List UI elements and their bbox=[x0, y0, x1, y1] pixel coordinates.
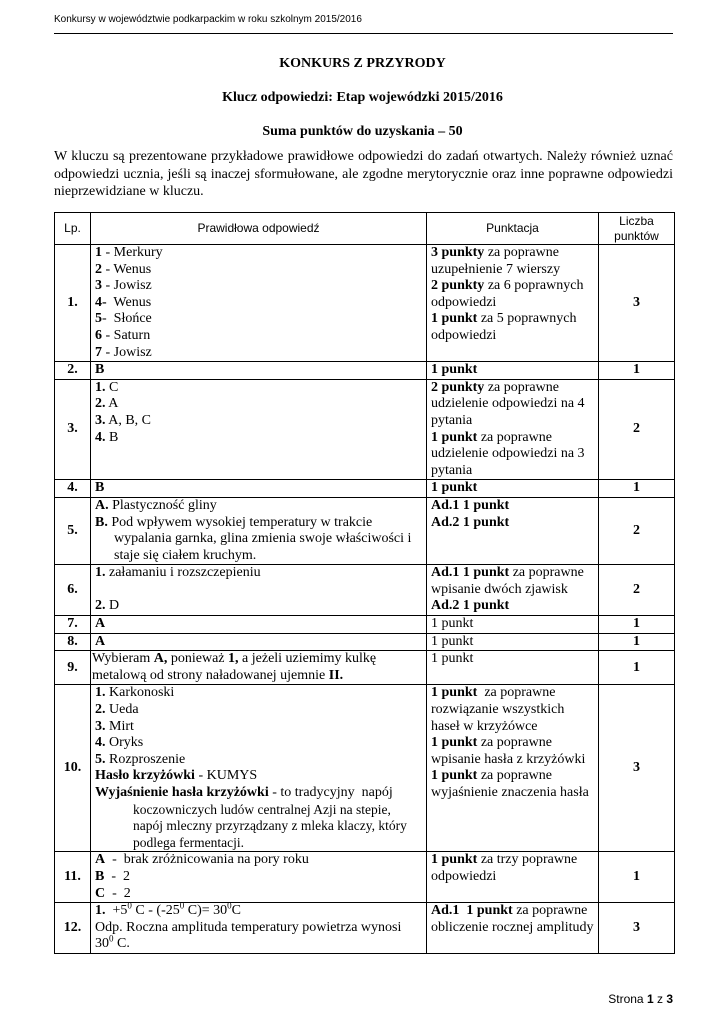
answer-cell: B bbox=[91, 362, 427, 380]
answer-cell bbox=[91, 852, 427, 903]
answer-line: 1. Karkonoski bbox=[95, 685, 175, 701]
answer-line: 3. Mirt bbox=[95, 718, 134, 734]
points-cell: 3 bbox=[599, 903, 675, 954]
header-answer: Prawidłowa odpowiedź bbox=[91, 213, 427, 245]
points-cell: 3 bbox=[599, 685, 675, 852]
row-number: 10. bbox=[55, 685, 91, 852]
header-lp: Lp. bbox=[55, 213, 91, 245]
scoring-line: Ad.1 1 punkt za poprawne wpisanie dwóch zjawisk bbox=[431, 565, 584, 597]
row-number: 4. bbox=[55, 480, 91, 498]
points-cell: 1 bbox=[599, 651, 675, 685]
answer-line: 2. A bbox=[95, 396, 119, 412]
scoring-cell: 1 punkt bbox=[427, 362, 599, 380]
row-number: 2. bbox=[55, 362, 91, 380]
document-subtitle: Klucz odpowiedzi: Etap wojewódzki 2015/2016 bbox=[222, 90, 503, 105]
scoring-cell bbox=[427, 852, 599, 903]
scoring-line: 2 punkty za poprawne udzielenie odpowiedzi na 4 pytania bbox=[431, 379, 585, 428]
row-number: 6. bbox=[55, 565, 91, 616]
scoring-cell bbox=[427, 245, 599, 362]
answer-line: 2. Ueda bbox=[95, 702, 139, 718]
document-title: KONKURS Z PRZYRODY bbox=[279, 56, 446, 71]
row-number: 11. bbox=[55, 852, 91, 903]
points-cell: 1 bbox=[599, 362, 675, 380]
answer-line: A. Plastyczność gliny bbox=[95, 497, 217, 513]
answer-line: 5- Słońce bbox=[95, 311, 152, 327]
scoring-cell: 1 punkt bbox=[427, 616, 599, 634]
table-row bbox=[55, 616, 675, 634]
answer-line: B. Pod wpływem wysokiej temperatury w trakcie bbox=[95, 514, 373, 530]
answer-key-table bbox=[54, 212, 675, 954]
table-row bbox=[55, 245, 675, 362]
answer-line: B - 2 bbox=[95, 868, 131, 884]
scoring-line: Ad.1 1 punkt bbox=[431, 497, 510, 513]
answer-line: 6 - Saturn bbox=[95, 327, 151, 343]
table-row bbox=[55, 480, 675, 498]
points-cell: 2 bbox=[599, 379, 675, 480]
scoring-cell bbox=[427, 379, 599, 480]
table-row bbox=[55, 685, 675, 852]
header-divider bbox=[54, 33, 673, 34]
scoring-line: Ad.2 1 punkt bbox=[431, 598, 510, 614]
scoring-line: 1 punkt za poprawne wpisanie hasła z krzyżówki bbox=[431, 735, 586, 767]
points-cell: 2 bbox=[599, 497, 675, 564]
row-number: 7. bbox=[55, 616, 91, 634]
points-cell: 1 bbox=[599, 480, 675, 498]
row-number: 3. bbox=[55, 379, 91, 480]
answer-line: 1. $+5^0$ C - ($-25^0$ $C)= 30^0C$ bbox=[95, 900, 241, 919]
answer-line: 5. Rozproszenie bbox=[95, 751, 186, 767]
answer-line: A - brak zróżnicowania na pory roku bbox=[95, 852, 309, 868]
answer-line: 1. załamaniu i rozszczepieniu bbox=[95, 565, 261, 581]
page-header: Konkursy w województwie podkarpackim w roku szkolnym 2015/2016 bbox=[54, 14, 362, 25]
scoring-line: 1 punkt za poprawne rozwiązanie wszystkich haseł w krzyżówce bbox=[431, 685, 568, 734]
row-number: 9. bbox=[55, 651, 91, 685]
scoring-line: 1 punkt za poprawne wyjaśnienie znaczenia hasła bbox=[431, 768, 589, 800]
answer-continuation: koczowniczych ludów centralnej Azji na stepie, napój mleczny przyrządzany z mleka klaczy, który podlega fermentacji. bbox=[133, 801, 407, 850]
row-number: 12. bbox=[55, 903, 91, 954]
scoring-cell bbox=[427, 903, 599, 954]
answer-line: 1 - Merkury bbox=[95, 245, 163, 260]
table-row bbox=[55, 379, 675, 480]
scoring-cell: 1 punkt bbox=[427, 651, 599, 685]
answer-line: 4- Wenus bbox=[95, 294, 152, 310]
header-scoring: Punktacja bbox=[427, 213, 599, 245]
answer-cell: Wybieram A, ponieważ 1, a jeżeli uziemimy kulkę metalową od strony naładowanej ujemnie II. bbox=[91, 651, 427, 685]
total-points-line: Suma punktów do uzyskania – 50 bbox=[262, 124, 463, 139]
scoring-cell: 1 punkt bbox=[427, 633, 599, 651]
table-row bbox=[55, 852, 675, 903]
table-row bbox=[55, 497, 675, 564]
answer-cell bbox=[91, 685, 427, 852]
scoring-cell: 1 punkt bbox=[427, 480, 599, 498]
scoring-line: Ad.1 1 punkt za poprawne obliczenie rocznej amplitudy bbox=[431, 903, 594, 935]
scoring-cell bbox=[427, 685, 599, 852]
page-footer: Strona 1 z 3 bbox=[608, 992, 673, 1006]
points-cell: 1 bbox=[599, 616, 675, 634]
header-points: Liczba punktów bbox=[599, 213, 675, 245]
answer-line: 7 - Jowisz bbox=[95, 344, 152, 360]
answer-cell bbox=[91, 565, 427, 616]
row-number: 8. bbox=[55, 633, 91, 651]
table-row bbox=[55, 633, 675, 651]
answer-cell: A bbox=[91, 616, 427, 634]
table-row bbox=[55, 565, 675, 616]
answer-cell: A bbox=[91, 633, 427, 651]
answer-cell bbox=[91, 245, 427, 362]
answer-cell bbox=[91, 379, 427, 480]
table-row bbox=[55, 903, 675, 954]
answer-line: 4. Oryks bbox=[95, 735, 144, 751]
answer-line: 2. D bbox=[95, 598, 120, 614]
answer-line: C - 2 bbox=[95, 885, 131, 901]
scoring-line: 1 punkt za poprawne udzielenie odpowiedzi na 3 pytania bbox=[431, 429, 585, 478]
scoring-line: 2 punkty za 6 poprawnych odpowiedzi bbox=[431, 278, 584, 310]
table-row bbox=[55, 362, 675, 380]
scoring-cell bbox=[427, 565, 599, 616]
answer-cell bbox=[91, 497, 427, 564]
answer-line: Hasło krzyżówki - KUMYS bbox=[95, 768, 258, 784]
points-cell: 1 bbox=[599, 852, 675, 903]
answer-line: 3. A, B, C bbox=[95, 412, 152, 428]
scoring-line: 1 punkt za 5 poprawnych odpowiedzi bbox=[431, 311, 577, 343]
answer-line: Odp. Roczna amplituda temperatury powietrza wynosi $30^0$ C. bbox=[95, 919, 402, 952]
answer-cell bbox=[91, 900, 427, 954]
scoring-line: 3 punkty za poprawne uzupełnienie 7 wierszy bbox=[431, 245, 561, 277]
row-number: 5. bbox=[55, 497, 91, 564]
scoring-cell bbox=[427, 497, 599, 564]
points-cell: 1 bbox=[599, 633, 675, 651]
spacer bbox=[95, 582, 422, 599]
points-cell: 2 bbox=[599, 565, 675, 616]
intro-paragraph: W kluczu są prezentowane przykładowe prawidłowe odpowiedzi do zadań otwartych. Należy również uznać odpowiedzi ucznia, jeśli są inaczej sformułowane, ale zgodne merytorycznie oraz inne poprawne odpowiedzi nieprzewidziane w kluczu. bbox=[54, 149, 673, 199]
answer-line: 4. B bbox=[95, 429, 119, 445]
scoring-line: 1 punkt za trzy poprawne odpowiedzi bbox=[431, 852, 578, 884]
table-row bbox=[55, 651, 675, 685]
answer-line: 3 - Jowisz bbox=[95, 278, 152, 294]
answer-line: Wyjaśnienie hasła krzyżówki - to tradycyjny napój bbox=[95, 785, 393, 800]
answer-cell: B bbox=[91, 480, 427, 498]
answer-line: 1. C bbox=[95, 379, 119, 395]
answer-line: 2 - Wenus bbox=[95, 261, 152, 277]
table-header-row bbox=[55, 213, 675, 245]
row-number: 1. bbox=[55, 245, 91, 362]
answer-continuation: wypalania garnka, glina zmienia swoje właściwości i staje się ciałem kruchym. bbox=[114, 531, 412, 563]
points-cell: 3 bbox=[599, 245, 675, 362]
scoring-line: Ad.2 1 punkt bbox=[431, 514, 510, 530]
